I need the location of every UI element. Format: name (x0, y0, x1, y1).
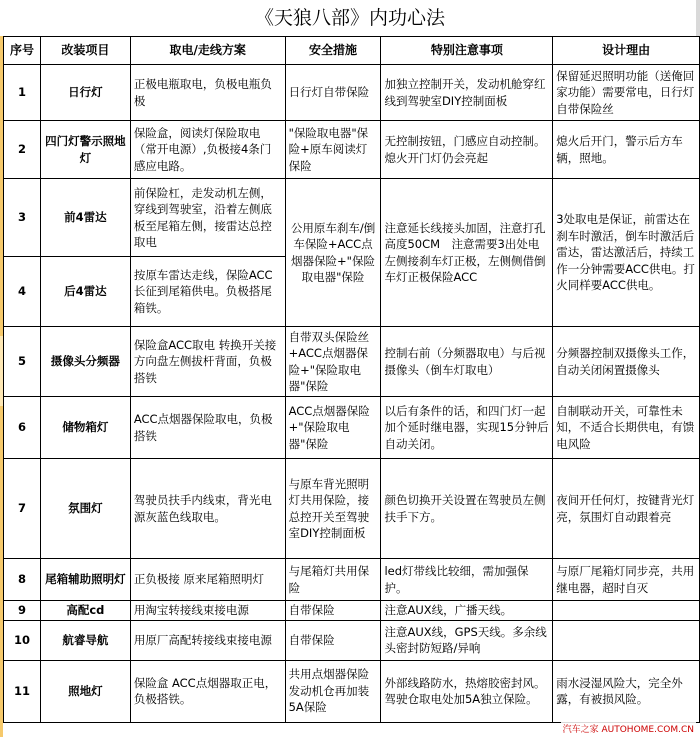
row-reason (553, 620, 700, 660)
row-item: 尾箱辅助照明灯 (40, 559, 130, 601)
table-row (4, 397, 700, 459)
row-reason: 熄火后开门，警示后方车辆，照地。 (553, 121, 700, 179)
row-power: 驾驶员扶手内线束，背光电源灰蓝色线取电。 (130, 459, 285, 559)
header-notes: 特别注意事项 (381, 37, 553, 65)
row-number: 11 (4, 660, 41, 722)
row-power: 正极电瓶取电，负极电瓶负极 (130, 65, 285, 121)
table-header-row (4, 37, 700, 65)
row-item: 后4雷达 (40, 257, 130, 327)
header-number: 序号 (4, 37, 41, 65)
table-row (4, 121, 700, 179)
row-reason: 雨水浸湿风险大，完全外露，有被损风险。 (553, 660, 700, 722)
row-safety: 与原车背光照明灯共用保险，接总控开关至驾驶室DIY控制面板 (285, 459, 381, 559)
row-number: 2 (4, 121, 41, 179)
row-safety: 公用原车刹车/倒车保险+ACC点烟器保险+"保险取电器"保险 (285, 179, 381, 327)
row-notes: 加独立控制开关，发动机舱穿红线到驾驶室DIY控制面板 (381, 65, 553, 121)
row-safety: 日行灯自带保险 (285, 65, 381, 121)
row-safety: 共用点烟器保险 发动机仓再加装5A保险 (285, 660, 381, 722)
row-reason: 分频器控制双摄像头工作，自动关闭闲置摄像头 (553, 327, 700, 397)
row-safety: ACC点烟器保险+"保险取电器"保险 (285, 397, 381, 459)
row-number: 4 (4, 257, 41, 327)
row-item: 摄像头分频器 (40, 327, 130, 397)
row-safety: 自带双头保险丝+ACC点烟器保险+"保险取电器"保险 (285, 327, 381, 397)
row-item: 日行灯 (40, 65, 130, 121)
table-row (4, 620, 700, 660)
row-power: 用原厂高配转接线束接电源 (130, 620, 285, 660)
row-item: 前4雷达 (40, 179, 130, 257)
row-power: 保险盒ACC取电 转换开关接方向盘左侧拔杆背面，负极搭铁 (130, 327, 285, 397)
modification-table (3, 36, 700, 723)
row-number: 3 (4, 179, 41, 257)
table-row (4, 459, 700, 559)
row-reason: 夜间开任何灯，按键背光灯亮，氛围灯自动跟着亮 (553, 459, 700, 559)
row-power: 前保险杠，走发动机左侧，穿线到驾驶室，沿着左侧底板至尾箱左侧，接雷达总控取电 (130, 179, 285, 257)
table-row (4, 65, 700, 121)
header-reason: 设计理由 (553, 37, 700, 65)
row-notes: 注意AUX线，GPS天线。多余线头密封防短路/异响 (381, 620, 553, 660)
row-notes: 注意AUX线，广播天线。 (381, 601, 553, 621)
row-reason (553, 601, 700, 621)
row-reason: 与原厂尾箱灯同步亮，共用继电器，超时自灭 (553, 559, 700, 601)
header-item: 改装项目 (40, 37, 130, 65)
row-item: 氛围灯 (40, 459, 130, 559)
row-number: 8 (4, 559, 41, 601)
row-safety: 自带保险 (285, 620, 381, 660)
row-power: 按原车雷达走线，保险ACC长征到尾箱供电。负极搭尾箱铁。 (130, 257, 285, 327)
row-number: 6 (4, 397, 41, 459)
row-item: 四门灯警示照地灯 (40, 121, 130, 179)
table-row (4, 179, 700, 257)
table-row (4, 559, 700, 601)
row-notes: 颜色切换开关设置在驾驶员左侧扶手下方。 (381, 459, 553, 559)
page-title: 《天狼八部》内功心法 (254, 7, 445, 29)
window-edge (696, 0, 700, 36)
row-notes: 外部线路防水，热熔胶密封风。驾驶仓取电处加5A独立保险。 (381, 660, 553, 722)
table-row (4, 601, 700, 621)
row-notes: 无控制按钮，门感应自动控制。熄火开门灯仍会亮起 (381, 121, 553, 179)
table-row (4, 660, 700, 722)
row-power: 保险盒 ACC点烟器取正电，负极搭铁。 (130, 660, 285, 722)
row-item: 照地灯 (40, 660, 130, 722)
row-item: 储物箱灯 (40, 397, 130, 459)
row-safety: 与尾箱灯共用保险 (285, 559, 381, 601)
row-safety: "保险取电器"保险+原车阅读灯保险 (285, 121, 381, 179)
header-power-route: 取电/走线方案 (130, 37, 285, 65)
row-number: 7 (4, 459, 41, 559)
row-number: 9 (4, 601, 41, 621)
row-power: ACC点烟器保险取电，负极搭铁 (130, 397, 285, 459)
table-row (4, 327, 700, 397)
row-number: 10 (4, 620, 41, 660)
row-reason: 3处取电是保证，前雷达在刹车时激活，倒车时激活后雷达，雷达激活后，持续工作一分钟需要ACC供电。打火同样要ACC供电。 (553, 179, 700, 327)
row-reason: 自制联动开关，可靠性未知，不适合长期供电，有馈电风险 (553, 397, 700, 459)
row-reason: 保留延迟照明功能（送俺回家功能）需要常电，日行灯自带保险丝 (553, 65, 700, 121)
row-power: 正负极接 原来尾箱照明灯 (130, 559, 285, 601)
row-notes: 控制右前（分频器取电）与后视摄像头（倒车灯取电） (381, 327, 553, 397)
row-power: 保险盒，阅读灯保险取电（常开电源）,负极接4条门感应电路。 (130, 121, 285, 179)
site-watermark: 汽车之家 AUTOHOME.COM.CN (561, 722, 696, 735)
header-safety: 安全措施 (285, 37, 381, 65)
row-safety: 自带保险 (285, 601, 381, 621)
row-item: 航睿导航 (40, 620, 130, 660)
row-item: 高配cd (40, 601, 130, 621)
row-notes: 以后有条件的话，和四门灯一起加个延时继电器，实现15分钟后自动关闭。 (381, 397, 553, 459)
row-number: 5 (4, 327, 41, 397)
row-notes: 注意延长线接头加固，注意打孔高度50CM 注意需要3出处电 左侧接刹车灯正极，左侧侧借倒车灯正极保险ACC (381, 179, 553, 327)
row-notes: led灯带线比较细，需加强保护。 (381, 559, 553, 601)
row-number: 1 (4, 65, 41, 121)
row-power: 用淘宝转接线束接电源 (130, 601, 285, 621)
